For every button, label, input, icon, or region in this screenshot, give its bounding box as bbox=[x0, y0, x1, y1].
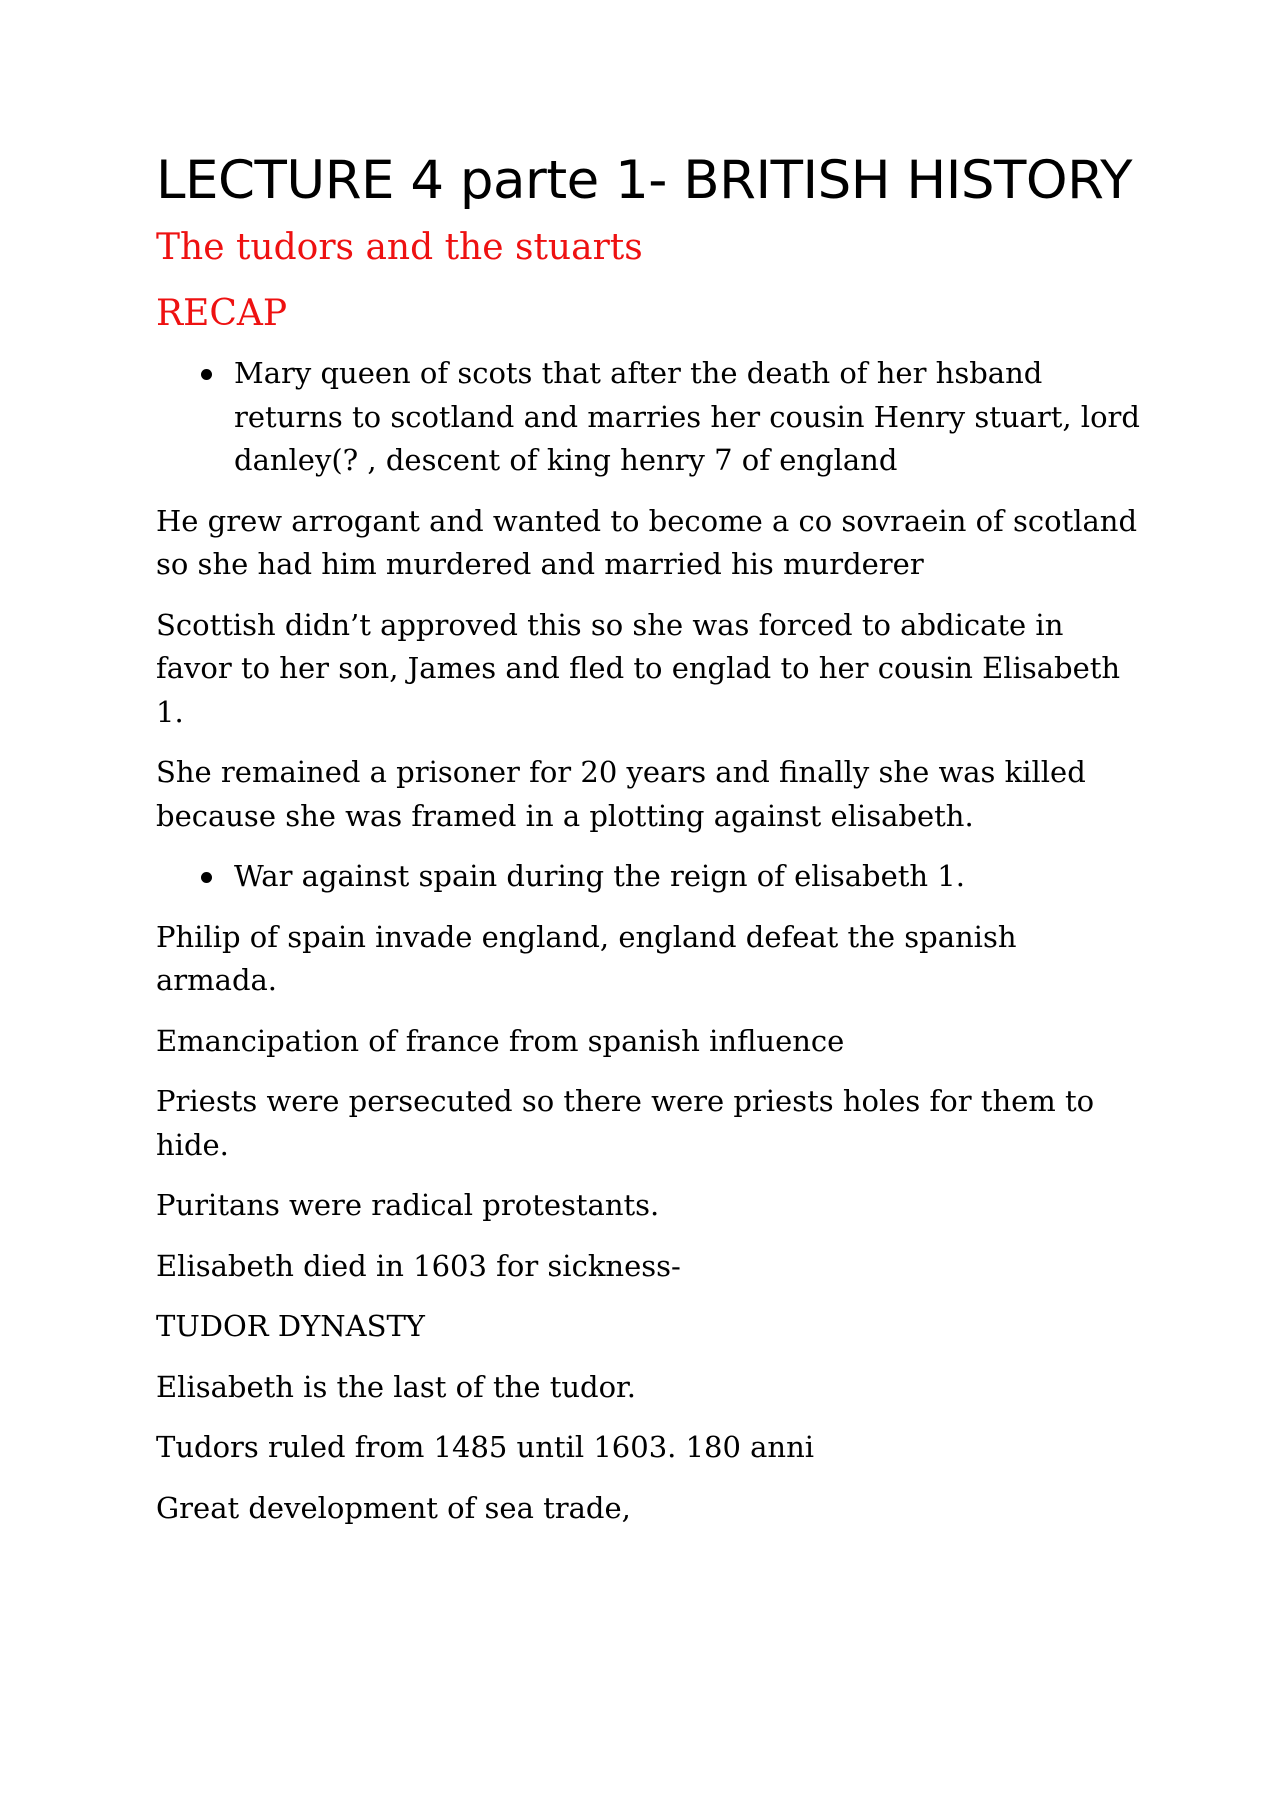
paragraph: Philip of spain invade england, england defeat the spanish armada. bbox=[156, 919, 1017, 997]
page-title: LECTURE 4 parte 1- BRITISH HISTORY bbox=[156, 150, 1132, 211]
paragraph: Great development of sea trade, bbox=[156, 1490, 631, 1525]
bullet-item bbox=[156, 855, 1146, 899]
paragraph: Scottish didn’t approved this so she was forced to abdicate in favor to her son, James and fled to englad to her cousin Elisabeth 1. bbox=[156, 607, 1121, 729]
bullet-dot-icon bbox=[201, 369, 212, 380]
bullet-text: Mary queen of scots that after the death of her hsband returns to scotland and marries her cousin Henry stuart, lord danley(? , descent of king henry 7 of england bbox=[234, 356, 1140, 477]
paragraph: Emancipation of france from spanish influence bbox=[156, 1023, 845, 1058]
subtitle: The tudors and the stuarts bbox=[156, 227, 643, 268]
document-page bbox=[156, 150, 1146, 1547]
paragraph: Puritans were radical protestants. bbox=[156, 1188, 660, 1222]
paragraph: Elisabeth is the last of the tudor. bbox=[156, 1369, 636, 1404]
paragraph: TUDOR DYNASTY bbox=[156, 1309, 425, 1343]
section-heading-recap: RECAP bbox=[156, 293, 288, 334]
paragraph: She remained a prisoner for 20 years and finally she was killed because she was framed in a plotting against elisabeth. bbox=[156, 755, 1086, 833]
paragraph: Tudors ruled from 1485 until 1603. 180 anni bbox=[156, 1430, 815, 1464]
paragraph: He grew arrogant and wanted to become a co sovraein of scotland so she had him murdered and married his murderer bbox=[156, 503, 1138, 581]
bullet-text: War against spain during the reign of elisabeth 1. bbox=[234, 859, 965, 893]
bullet-dot-icon bbox=[201, 872, 212, 883]
bullet-item bbox=[156, 352, 1146, 483]
paragraph: Elisabeth died in 1603 for sickness- bbox=[156, 1248, 681, 1283]
paragraph: Priests were persecuted so there were priests holes for them to hide. bbox=[156, 1084, 1095, 1162]
